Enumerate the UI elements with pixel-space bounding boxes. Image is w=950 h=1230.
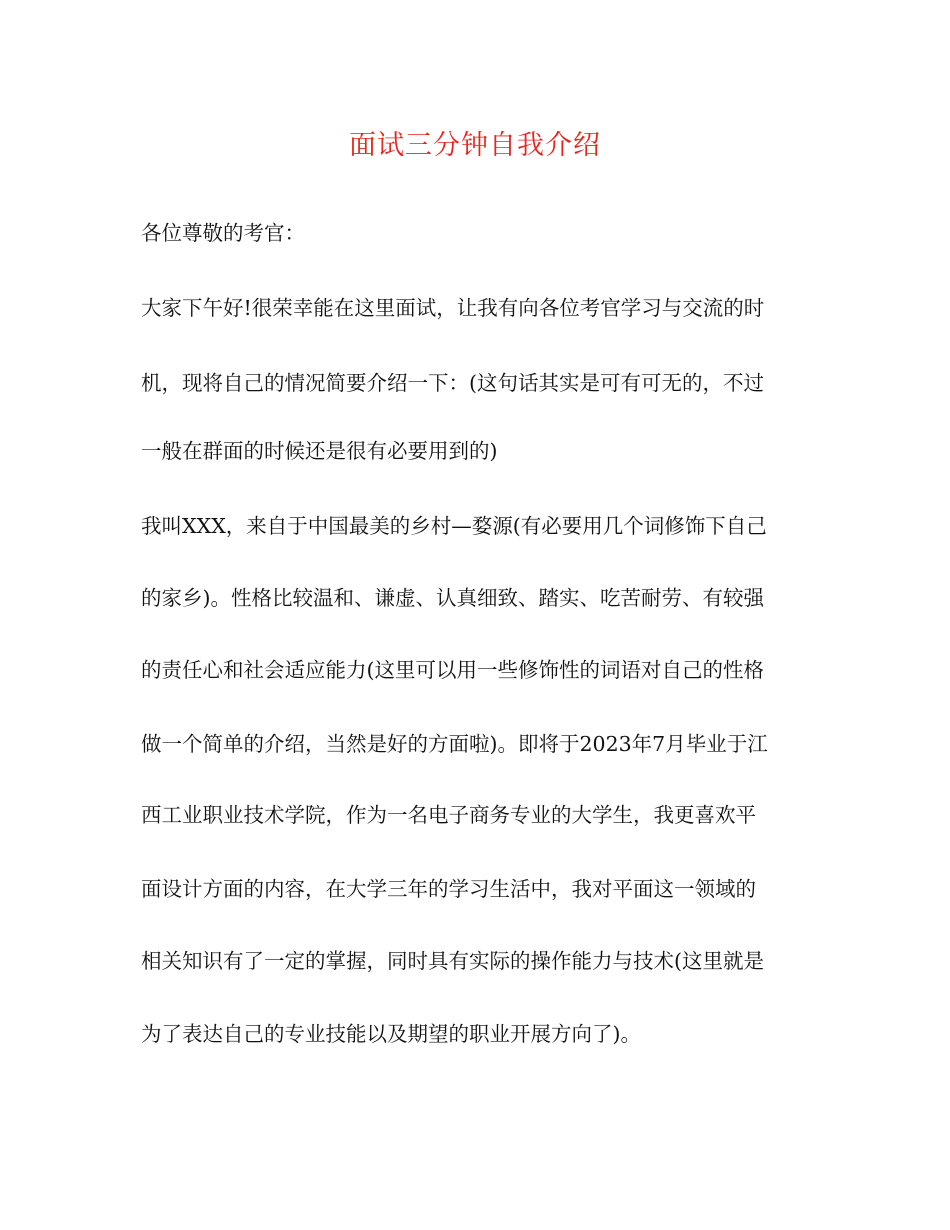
page-title: 面试三分钟自我介绍 (349, 130, 601, 161)
paragraph-line: 一般在群面的时候还是很有必要用到的) (141, 439, 498, 463)
paragraph-line: 面设计方面的内容，在大学三年的学习生活中，我对平面这一领域的 (141, 877, 756, 901)
paragraph-line: 的家乡)。性格比较温和、谦虚、认真细致、踏实、吃苦耐劳、有较强 (141, 586, 764, 610)
salutation-line: 各位尊敬的考官： (141, 221, 305, 245)
paragraph-line: 相关知识有了一定的掌握，同时具有实际的操作能力与技术(这里就是 (141, 949, 764, 973)
paragraph-line: 的责任心和社会适应能力(这里可以用一些修饰性的词语对自己的性格 (141, 658, 764, 682)
paragraph-line: 西工业职业技术学院，作为一名电子商务专业的大学生，我更喜欢平 (141, 803, 756, 827)
paragraph-line: 我叫XXX，来自于中国最美的乡村—婺源(有必要用几个词修饰下自己 (141, 514, 767, 538)
paragraph-line: 为了表达自己的专业技能以及期望的职业开展方向了)。 (141, 1022, 641, 1046)
paragraph-line: 做一个简单的介绍，当然是好的方面啦)。即将于2023年7月毕业于江 (141, 732, 768, 756)
paragraph-line: 机，现将自己的情况简要介绍一下：(这句话其实是可有可无的，不过 (141, 371, 764, 395)
paragraph-line: 大家下午好!很荣幸能在这里面试，让我有向各位考官学习与交流的时 (141, 296, 765, 320)
